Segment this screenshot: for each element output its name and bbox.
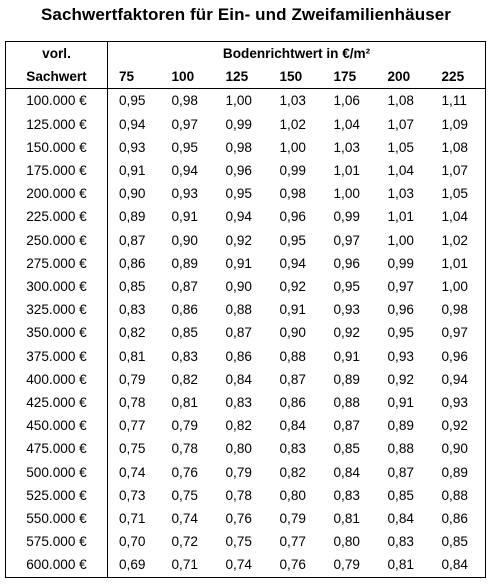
factor-cell: 0,93 [171, 186, 198, 202]
sachwert-cell: 100.000 € [6, 89, 108, 113]
table-row [6, 159, 486, 182]
factor-cell: 0,89 [333, 371, 360, 387]
factor-cell: 0,81 [171, 395, 198, 411]
factor-cell: 0,92 [225, 232, 252, 248]
factor-cell: 1,01 [387, 209, 414, 225]
factor-cell: 0,72 [171, 534, 198, 550]
factor-cell: 0,94 [171, 163, 198, 179]
factor-cell: 1,02 [441, 232, 468, 248]
factor-cell: 0,82 [225, 418, 252, 434]
factor-cell: 0,94 [441, 371, 468, 387]
factor-cell: 0,88 [279, 348, 306, 364]
factor-cell: 0,91 [333, 348, 360, 364]
factor-cell: 0,83 [279, 441, 306, 457]
factor-cell: 0,93 [119, 139, 146, 155]
factor-cell: 0,81 [119, 348, 146, 364]
factor-cell: 0,91 [119, 163, 146, 179]
factor-cell: 0,81 [333, 511, 360, 527]
factor-cell: 0,76 [171, 464, 198, 480]
page-title: Sachwertfaktoren für Ein- und Zweifamilienhäuser [40, 5, 452, 24]
factor-cell: 0,82 [119, 325, 146, 341]
factor-cell: 0,83 [171, 348, 198, 364]
sachwert-cell: 550.000 € [6, 507, 108, 530]
factor-cell: 0,70 [119, 534, 146, 550]
factor-cell: 0,92 [387, 371, 414, 387]
factor-cell: 1,00 [279, 139, 306, 155]
sachwert-cell: 375.000 € [6, 345, 108, 368]
factor-cell: 0,73 [119, 487, 146, 503]
factor-cell: 0,94 [225, 209, 252, 225]
factor-cell: 0,86 [119, 255, 146, 271]
factor-cell: 0,79 [225, 464, 252, 480]
factor-cell: 0,69 [119, 557, 146, 573]
factor-cell: 0,90 [279, 325, 306, 341]
factor-cell: 0,99 [333, 209, 360, 225]
factor-cell: 0,89 [171, 255, 198, 271]
table-row [6, 252, 486, 275]
factor-cell: 0,93 [387, 348, 414, 364]
factor-cell: 0,98 [225, 139, 252, 155]
factor-cell: 0,93 [333, 302, 360, 318]
factor-cell: 0,74 [171, 511, 198, 527]
factor-cell: 0,95 [387, 325, 414, 341]
factor-cell: 0,77 [119, 418, 146, 434]
factor-cell: 0,92 [279, 279, 306, 295]
factor-cell: 0,80 [333, 534, 360, 550]
sachwert-cell: 225.000 € [6, 205, 108, 228]
factor-cell: 0,83 [225, 395, 252, 411]
factor-cell: 0,99 [225, 116, 252, 132]
factor-cell: 1,08 [441, 139, 468, 155]
factor-cell: 0,97 [387, 279, 414, 295]
factor-cell: 1,07 [441, 163, 468, 179]
header-row-2 [6, 65, 486, 89]
factor-cell: 0,84 [387, 511, 414, 527]
factor-cell: 0,87 [333, 418, 360, 434]
factor-cell: 0,83 [387, 534, 414, 550]
table-row [6, 461, 486, 484]
factor-cell: 0,99 [279, 163, 306, 179]
sachwert-cell: 525.000 € [6, 484, 108, 507]
factor-cell: 0,83 [333, 487, 360, 503]
table-row [6, 136, 486, 159]
factor-cell: 0,90 [225, 279, 252, 295]
header-row-1 [6, 42, 486, 66]
sachwert-cell: 400.000 € [6, 368, 108, 391]
table-row [6, 182, 486, 205]
sachwert-cell: 325.000 € [6, 298, 108, 321]
factor-cell: 0,76 [279, 557, 306, 573]
factor-cell: 0,98 [279, 186, 306, 202]
factor-cell: 1,00 [333, 186, 360, 202]
factor-cell: 0,89 [387, 418, 414, 434]
table-row [6, 507, 486, 530]
table-row [6, 275, 486, 298]
factor-cell: 1,07 [387, 116, 414, 132]
factor-cell: 0,75 [225, 534, 252, 550]
factor-cell: 0,97 [441, 325, 468, 341]
table-row [6, 484, 486, 507]
factor-cell: 0,90 [441, 441, 468, 457]
factor-cell: 0,88 [441, 487, 468, 503]
factor-cell: 0,96 [441, 348, 468, 364]
sachwert-cell: 450.000 € [6, 414, 108, 437]
sachwert-cell: 175.000 € [6, 159, 108, 182]
factor-cell: 0,83 [119, 302, 146, 318]
factor-cell: 0,84 [333, 464, 360, 480]
factor-cell: 1,05 [387, 139, 414, 155]
factor-cell: 0,87 [279, 371, 306, 387]
factor-cell: 0,95 [225, 186, 252, 202]
sachwert-cell: 475.000 € [6, 437, 108, 460]
sachwert-cell: 500.000 € [6, 461, 108, 484]
factor-cell: 0,90 [171, 232, 198, 248]
sachwert-cell: 575.000 € [6, 530, 108, 553]
factor-cell: 1,09 [441, 116, 468, 132]
sachwert-header-line2: Sachwert [6, 65, 108, 89]
factor-cell: 0,85 [387, 487, 414, 503]
factor-cell: 0,80 [225, 441, 252, 457]
factor-cell: 0,86 [171, 302, 198, 318]
column-header: 75 [108, 65, 161, 89]
factor-cell: 0,76 [225, 511, 252, 527]
factor-cell: 0,88 [225, 302, 252, 318]
factor-cell: 0,78 [171, 441, 198, 457]
table-row [6, 345, 486, 368]
factor-cell: 0,94 [119, 116, 146, 132]
factor-cell: 1,03 [279, 93, 306, 109]
factor-cell: 0,92 [333, 325, 360, 341]
factor-cell: 0,85 [333, 441, 360, 457]
factor-cell: 0,98 [171, 93, 198, 109]
factor-cell: 0,71 [171, 557, 198, 573]
factor-cell: 0,96 [225, 163, 252, 179]
factor-cell: 1,02 [279, 116, 306, 132]
factor-cell: 0,95 [171, 139, 198, 155]
factor-cell: 0,75 [171, 487, 198, 503]
factor-cell: 0,98 [441, 302, 468, 318]
factor-cell: 0,86 [225, 348, 252, 364]
factor-cell: 0,77 [279, 534, 306, 550]
table-row [6, 321, 486, 344]
factor-cell: 1,03 [387, 186, 414, 202]
table-row [6, 391, 486, 414]
sachwert-cell: 250.000 € [6, 229, 108, 252]
factor-cell: 1,05 [441, 186, 468, 202]
factor-cell: 0,95 [279, 232, 306, 248]
factor-cell: 0,99 [387, 255, 414, 271]
factor-cell: 0,94 [279, 255, 306, 271]
table-row [6, 368, 486, 391]
table-row [6, 113, 486, 136]
factor-cell: 0,85 [441, 534, 468, 550]
factor-cell: 0,82 [279, 464, 306, 480]
factor-cell: 0,75 [119, 441, 146, 457]
factor-cell: 1,00 [441, 279, 468, 295]
factor-cell: 1,01 [441, 255, 468, 271]
factor-cell: 1,00 [225, 93, 252, 109]
factor-cell: 0,84 [441, 557, 468, 573]
factor-cell: 0,92 [441, 418, 468, 434]
factor-cell: 0,91 [387, 395, 414, 411]
factor-cell: 1,04 [387, 163, 414, 179]
table-row [6, 530, 486, 553]
factor-cell: 0,97 [333, 232, 360, 248]
sachwert-cell: 150.000 € [6, 136, 108, 159]
column-header: 225 [431, 65, 486, 89]
table-row [6, 229, 486, 252]
factor-cell: 0,86 [279, 395, 306, 411]
table-row [6, 298, 486, 321]
column-header: 200 [377, 65, 431, 89]
factor-cell: 1,04 [333, 116, 360, 132]
factor-cell: 1,08 [387, 93, 414, 109]
factor-cell: 0,87 [387, 464, 414, 480]
factor-cell: 0,74 [119, 464, 146, 480]
factor-cell: 0,79 [333, 557, 360, 573]
table-row [6, 414, 486, 437]
column-header: 125 [215, 65, 269, 89]
factor-cell: 0,85 [119, 279, 146, 295]
factor-cell: 0,93 [441, 395, 468, 411]
sachwert-header-line1: vorl. [6, 42, 108, 66]
column-header: 150 [269, 65, 323, 89]
factor-cell: 0,96 [387, 302, 414, 318]
sachwert-cell: 300.000 € [6, 275, 108, 298]
factor-cell: 0,90 [119, 186, 146, 202]
factor-cell: 1,11 [441, 93, 467, 109]
factor-cell: 0,82 [171, 371, 198, 387]
factor-cell: 0,85 [171, 325, 198, 341]
sachwert-cell: 200.000 € [6, 182, 108, 205]
factor-cell: 0,74 [225, 557, 252, 573]
table-row [6, 205, 486, 228]
table-row [6, 437, 486, 460]
factor-cell: 0,87 [225, 325, 252, 341]
factor-cell: 0,95 [119, 93, 146, 109]
factor-cell: 0,88 [387, 441, 414, 457]
factor-cell: 0,89 [441, 464, 468, 480]
sachwert-cell: 275.000 € [6, 252, 108, 275]
column-header: 100 [161, 65, 215, 89]
factor-cell: 1,00 [387, 232, 414, 248]
factor-cell: 0,78 [119, 395, 146, 411]
factor-cell: 0,91 [279, 302, 306, 318]
factor-cell: 0,89 [119, 209, 146, 225]
factor-cell: 0,84 [225, 371, 252, 387]
factor-cell: 1,03 [333, 139, 360, 155]
factor-cell: 1,06 [333, 93, 360, 109]
table-row [6, 553, 486, 577]
column-header: 175 [323, 65, 377, 89]
factor-cell: 0,86 [441, 511, 468, 527]
sachwertfaktoren-table [5, 41, 486, 578]
factor-cell: 0,97 [171, 116, 198, 132]
sachwert-cell: 125.000 € [6, 113, 108, 136]
sachwert-cell: 425.000 € [6, 391, 108, 414]
factor-cell: 0,87 [119, 232, 146, 248]
factor-cell: 0,71 [119, 511, 146, 527]
factor-cell: 0,80 [279, 487, 306, 503]
sachwert-cell: 350.000 € [6, 321, 108, 344]
sachwert-cell: 600.000 € [6, 553, 108, 577]
bodenrichtwert-header: Bodenrichtwert in €/m² [222, 46, 371, 61]
factor-cell: 1,01 [333, 163, 360, 179]
factor-cell: 0,78 [225, 487, 252, 503]
factor-cell: 0,88 [333, 395, 360, 411]
factor-cell: 0,79 [171, 418, 198, 434]
factor-cell: 0,79 [279, 511, 306, 527]
factor-cell: 0,81 [387, 557, 414, 573]
factor-cell: 0,95 [333, 279, 360, 295]
factor-cell: 0,84 [279, 418, 306, 434]
table-body [6, 89, 486, 577]
factor-cell: 0,91 [225, 255, 252, 271]
factor-cell: 0,96 [279, 209, 306, 225]
factor-cell: 0,96 [333, 255, 360, 271]
factor-cell: 1,04 [441, 209, 468, 225]
factor-cell: 0,91 [171, 209, 198, 225]
table-row [6, 89, 486, 113]
factor-cell: 0,79 [119, 371, 146, 387]
factor-cell: 0,87 [171, 279, 198, 295]
